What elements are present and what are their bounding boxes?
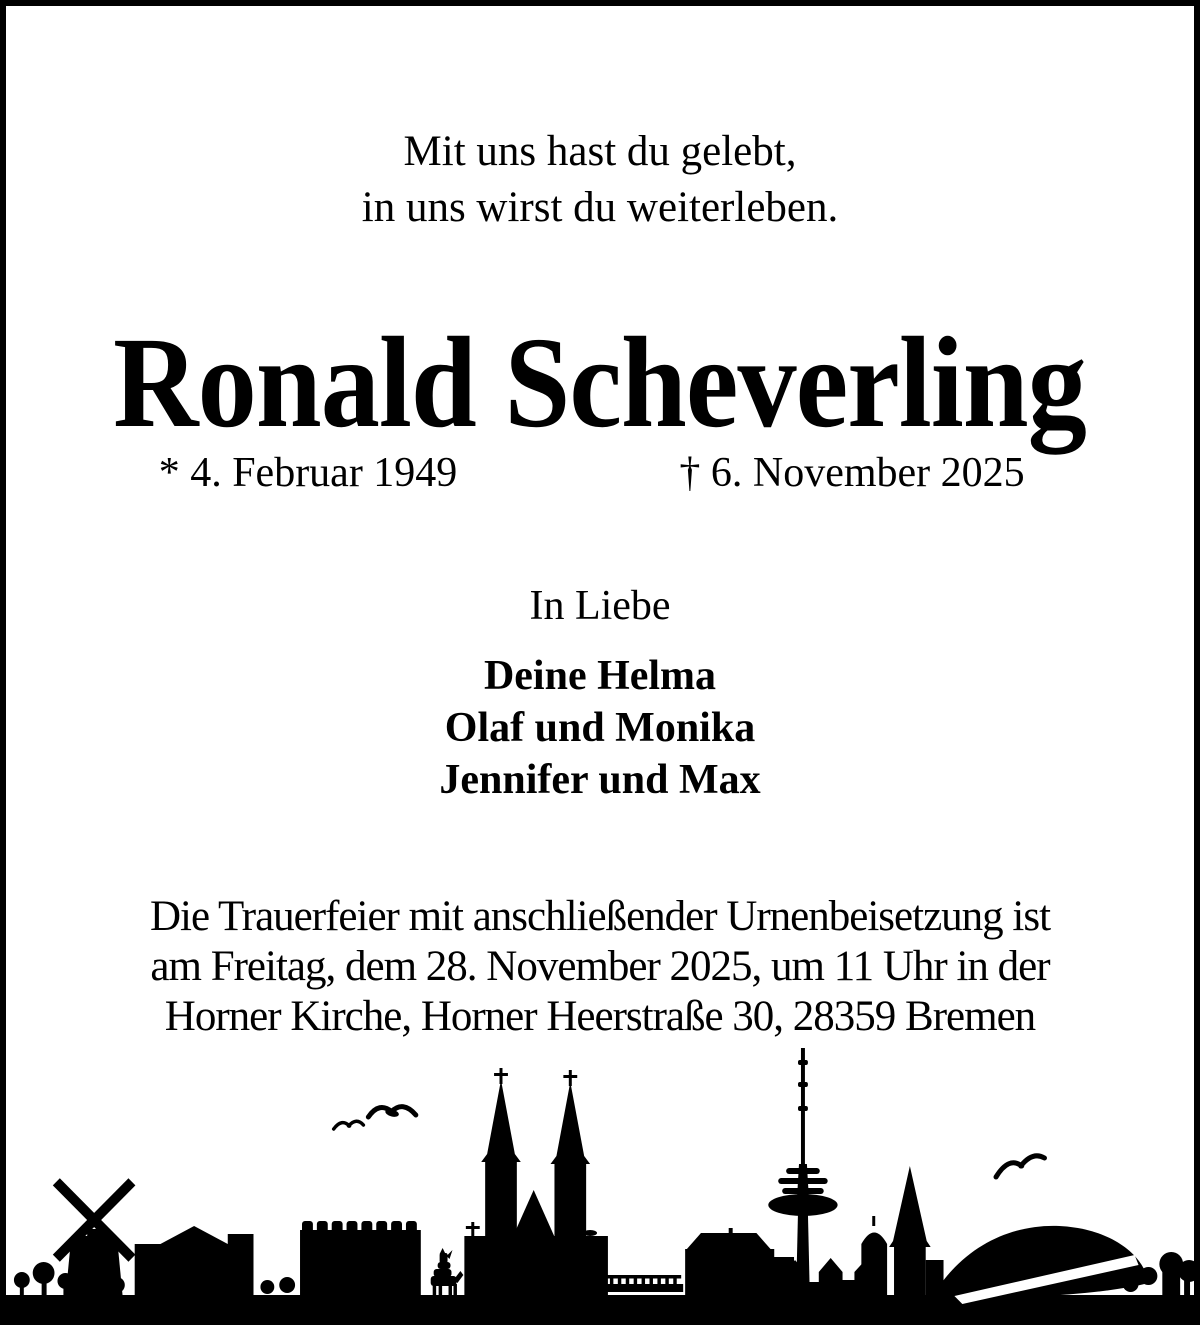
mourner-name: Olaf und Monika: [444, 705, 756, 751]
mourner-name: Jennifer und Max: [439, 757, 761, 803]
epigraph-line-2: in uns wirst du weiterleben.: [361, 184, 839, 231]
death-date: † 6. November 2025: [679, 450, 1025, 496]
row-houses: [135, 1226, 295, 1298]
epigraph: [6, 124, 1194, 236]
universum-dome: [933, 1226, 1145, 1304]
town-musicians: [431, 1248, 464, 1298]
seagull-right: [996, 1156, 1045, 1177]
closing-phrase: In Liebe: [529, 583, 671, 629]
funeral-details-line: Die Trauerfeier mit anschließender Urnenbeisetzung ist: [149, 893, 1051, 940]
funeral-details-line: am Freitag, dem 28. November 2025, um 11 Uhr in der: [150, 943, 1050, 990]
mourners-list: [6, 650, 1194, 806]
church: [861, 1166, 943, 1298]
bridge: [604, 1275, 683, 1292]
birth-date: * 4. Februar 1949: [158, 450, 458, 496]
seagull-small-left: [334, 1121, 364, 1129]
life-dates: [6, 448, 1194, 498]
funeral-details: [6, 892, 1194, 1042]
epigraph-line-1: Mit uns hast du gelebt,: [403, 128, 797, 175]
deceased-name: [6, 311, 1194, 455]
funeral-details-line: Horner Kirche, Horner Heerstraße 30, 28359 Bremen: [164, 993, 1036, 1040]
mourner-name: Deine Helma: [483, 653, 717, 699]
bremen-skyline-silhouette: [6, 1044, 1194, 1319]
cathedral: [464, 1068, 608, 1316]
seagull-large-left: [368, 1107, 416, 1119]
castle: [300, 1221, 421, 1298]
deceased-name-text: Ronald Scheverling: [113, 311, 1087, 455]
